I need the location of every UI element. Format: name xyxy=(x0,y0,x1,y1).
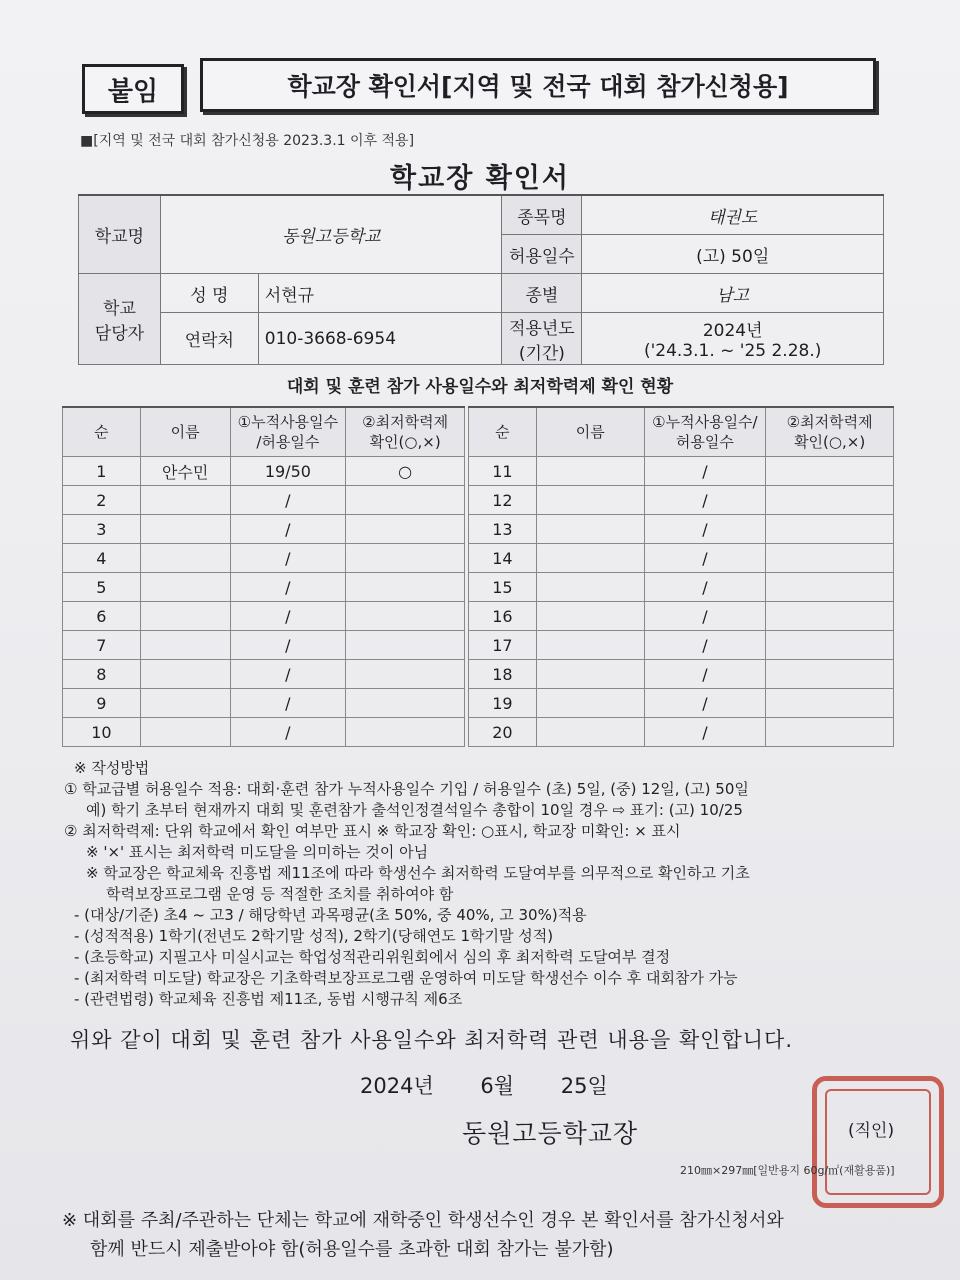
row-check xyxy=(346,515,465,544)
seal-inner-border xyxy=(825,1089,931,1195)
footer-note xyxy=(62,1206,784,1264)
row-number: 10 xyxy=(63,718,141,747)
row-check xyxy=(766,718,894,747)
document-title: 학교장 확인서 xyxy=(390,163,570,194)
applicability-note: ■[지역 및 전국 대회 참가신청용 2023.3.1 이후 적용] xyxy=(80,133,415,149)
row-number: 6 xyxy=(63,602,141,631)
row-check xyxy=(346,718,465,747)
row-days: / xyxy=(644,457,766,486)
row-days: / xyxy=(644,515,766,544)
row-name xyxy=(536,631,644,660)
col-no: 순 xyxy=(63,407,141,457)
row-number: 19 xyxy=(469,689,537,718)
row-number: 5 xyxy=(63,573,141,602)
row-check xyxy=(346,544,465,573)
row-name xyxy=(140,660,230,689)
row-check xyxy=(766,602,894,631)
issue-date xyxy=(360,1070,648,1100)
row-name xyxy=(536,515,644,544)
col-check xyxy=(766,407,894,457)
col-check-line2: 확인(○,×) xyxy=(794,433,866,451)
row-check xyxy=(346,573,465,602)
row-name xyxy=(536,486,644,515)
row-days: / xyxy=(644,660,766,689)
table-row xyxy=(469,515,894,544)
year-text: 2024년 xyxy=(702,321,763,341)
row-name xyxy=(536,718,644,747)
table-row xyxy=(469,457,894,486)
col-days-line2: /허용일수 xyxy=(256,433,320,451)
col-days-line1: ①누적사용일수/ xyxy=(652,413,758,431)
table-row xyxy=(469,602,894,631)
row-days: / xyxy=(230,486,346,515)
instruction-line: - (대상/기준) 초4 ~ 고3 / 해당학년 과목평균(초 50%, 중 40%, 고 30%)적용 xyxy=(74,906,587,924)
table-row xyxy=(63,573,465,602)
row-check xyxy=(766,631,894,660)
col-check-line1: ②최저학력제 xyxy=(362,413,449,431)
contact-value: 010-3668-6954 xyxy=(258,313,502,365)
row-name xyxy=(140,689,230,718)
table-row xyxy=(469,689,894,718)
instruction-line: - (초등학교) 지필고사 미실시교는 학업성적관리위원회에서 심의 후 최저학력 도달여부 결정 xyxy=(74,948,671,966)
year-label-line2: (기간) xyxy=(518,343,565,364)
year-label-line1: 적용년도 xyxy=(509,318,575,339)
row-days: / xyxy=(644,631,766,660)
row-check xyxy=(766,573,894,602)
instruction-line: ※ '×' 표시는 최저학력 미도달을 의미하는 것이 아님 xyxy=(86,843,429,861)
row-name xyxy=(536,689,644,718)
row-days: / xyxy=(644,718,766,747)
row-number: 13 xyxy=(469,515,537,544)
col-check-line2: 확인(○,×) xyxy=(369,433,441,451)
form-title: 학교장 확인서[지역 및 전국 대회 참가신청용] xyxy=(200,58,876,112)
row-days: / xyxy=(644,573,766,602)
seal-mark: (직인) xyxy=(848,1121,895,1141)
col-name: 이름 xyxy=(536,407,644,457)
row-number: 18 xyxy=(469,660,537,689)
col-check-line1: ②최저학력제 xyxy=(786,413,873,431)
school-name-value: 동원고등학교 xyxy=(160,195,502,274)
official-seal-stamp xyxy=(812,1076,944,1208)
row-days: / xyxy=(230,631,346,660)
instruction-line: ② 최저학력제: 단위 학교에서 확인 여부만 표시 ※ 학교장 확인: ○표시, 학교장 미확인: × 표시 xyxy=(64,822,681,840)
row-name xyxy=(140,544,230,573)
participation-grid-right xyxy=(468,406,894,747)
row-number: 14 xyxy=(469,544,537,573)
row-check xyxy=(766,689,894,718)
sport-value: 태권도 xyxy=(582,195,884,235)
row-days: / xyxy=(644,602,766,631)
principal-name: 동원고등학교장 xyxy=(462,1119,639,1148)
col-days xyxy=(230,407,346,457)
row-name xyxy=(140,631,230,660)
row-days: / xyxy=(644,544,766,573)
name-label: 성 명 xyxy=(160,274,258,313)
table-row xyxy=(469,631,894,660)
row-number: 4 xyxy=(63,544,141,573)
table-row xyxy=(63,718,465,747)
col-days xyxy=(644,407,766,457)
row-name xyxy=(536,573,644,602)
instruction-line: - (성적적용) 1학기(전년도 2학기말 성적), 2학기(당해연도 1학기말 성적) xyxy=(74,927,554,945)
confirmation-statement: 위와 같이 대회 및 훈련 참가 사용일수와 최저학력 관련 내용을 확인합니다. xyxy=(70,1028,794,1052)
row-number: 9 xyxy=(63,689,141,718)
staff-label xyxy=(79,274,161,365)
instruction-line: - (관련법령) 학교체육 진흥법 제11조, 동법 시행규칙 제6조 xyxy=(74,990,463,1008)
attachment-label: 붙임 xyxy=(82,64,184,114)
row-check: ○ xyxy=(346,457,465,486)
row-number: 1 xyxy=(63,457,141,486)
participation-grid-left xyxy=(62,406,465,747)
row-number: 20 xyxy=(469,718,537,747)
row-number: 17 xyxy=(469,631,537,660)
row-days: / xyxy=(230,660,346,689)
gender-label: 종별 xyxy=(502,274,582,313)
footer-line: ※ 대회를 주최/주관하는 단체는 학교에 재학중인 학생선수인 경우 본 확인서를 참가신청서와 xyxy=(62,1210,784,1231)
table-row xyxy=(469,486,894,515)
table-row xyxy=(63,457,465,486)
row-days: / xyxy=(230,689,346,718)
col-check xyxy=(346,407,465,457)
contact-label: 연락처 xyxy=(160,313,258,365)
instruction-line: ① 학교급별 허용일수 적용: 대회·훈련 참가 누적사용일수 기입 / 허용일수 (초) 5일, (중) 12일, (고) 50일 xyxy=(64,780,749,798)
table-row xyxy=(63,486,465,515)
row-days: / xyxy=(644,689,766,718)
gender-value: 남고 xyxy=(582,274,884,313)
row-check xyxy=(766,660,894,689)
row-name xyxy=(536,660,644,689)
table-row xyxy=(63,544,465,573)
row-check xyxy=(346,660,465,689)
date-day: 25일 xyxy=(560,1074,608,1098)
period-text: ('24.3.1. ~ '25 2.28.) xyxy=(643,341,822,361)
date-year: 2024년 xyxy=(360,1074,434,1098)
row-check xyxy=(346,631,465,660)
allowed-days-value: (고) 50일 xyxy=(582,235,884,274)
staff-label-line2: 담당자 xyxy=(94,324,145,344)
row-check xyxy=(766,457,894,486)
table-row xyxy=(63,602,465,631)
row-number: 15 xyxy=(469,573,537,602)
row-name xyxy=(536,602,644,631)
row-check xyxy=(766,515,894,544)
row-number: 11 xyxy=(469,457,537,486)
row-name xyxy=(140,573,230,602)
col-no: 순 xyxy=(469,407,537,457)
row-name xyxy=(536,457,644,486)
row-name: 안수민 xyxy=(140,457,230,486)
school-info-table xyxy=(78,194,884,365)
row-number: 7 xyxy=(63,631,141,660)
row-check xyxy=(766,486,894,515)
table-row xyxy=(63,515,465,544)
instruction-line: 예) 학기 초부터 현재까지 대회 및 훈련참가 출석인정결석일수 총합이 10일 경우 ⇨ 표기: (고) 10/25 xyxy=(86,801,743,819)
row-days: / xyxy=(230,718,346,747)
table-row xyxy=(469,573,894,602)
table-row xyxy=(469,718,894,747)
row-name xyxy=(140,718,230,747)
instructions-heading: ※ 작성방법 xyxy=(74,759,150,777)
section-title: 대회 및 훈련 참가 사용일수와 최저학력제 확인 현황 xyxy=(286,377,674,397)
row-number: 12 xyxy=(469,486,537,515)
paper-size-note: 210㎜×297㎜[일반용지 60g/㎡(재활용품)] xyxy=(680,1164,895,1177)
allowed-days-label: 허용일수 xyxy=(502,235,582,274)
name-value: 서현규 xyxy=(258,274,502,313)
row-name xyxy=(140,602,230,631)
row-check xyxy=(346,689,465,718)
table-row xyxy=(63,689,465,718)
row-name xyxy=(140,515,230,544)
sport-label: 종목명 xyxy=(502,195,582,235)
school-name-label: 학교명 xyxy=(79,195,161,274)
col-name: 이름 xyxy=(140,407,230,457)
instruction-line: 학력보장프로그램 운영 등 적절한 조치를 취하여야 함 xyxy=(106,885,454,903)
staff-label-line1: 학교 xyxy=(103,299,136,319)
row-days: / xyxy=(230,602,346,631)
row-check xyxy=(766,544,894,573)
table-row xyxy=(469,660,894,689)
row-number: 3 xyxy=(63,515,141,544)
row-days: 19/50 xyxy=(230,457,346,486)
row-number: 2 xyxy=(63,486,141,515)
row-days: / xyxy=(230,544,346,573)
instruction-line: ※ 학교장은 학교체육 진흥법 제11조에 따라 학생선수 최저학력 도달여부를 의무적으로 확인하고 기초 xyxy=(86,864,750,882)
table-row xyxy=(469,544,894,573)
row-days: / xyxy=(230,573,346,602)
row-check xyxy=(346,486,465,515)
instructions xyxy=(64,758,924,1010)
row-name xyxy=(536,544,644,573)
row-check xyxy=(346,602,465,631)
table-row xyxy=(63,660,465,689)
row-number: 16 xyxy=(469,602,537,631)
year-label xyxy=(502,313,582,365)
table-row xyxy=(63,631,465,660)
col-days-line1: ①누적사용일수 xyxy=(237,413,339,431)
row-number: 8 xyxy=(63,660,141,689)
date-month: 6월 xyxy=(480,1074,515,1098)
row-name xyxy=(140,486,230,515)
row-days: / xyxy=(230,515,346,544)
row-days: / xyxy=(644,486,766,515)
col-days-line2: 허용일수 xyxy=(675,433,734,451)
footer-line: 함께 반드시 제출받아야 함(허용일수를 초과한 대회 참가는 불가함) xyxy=(90,1239,614,1260)
year-value xyxy=(582,313,884,365)
instruction-line: - (최저학력 미도달) 학교장은 기초학력보장프로그램 운영하여 미도달 학생선수 이수 후 대회참가 가능 xyxy=(74,969,738,987)
